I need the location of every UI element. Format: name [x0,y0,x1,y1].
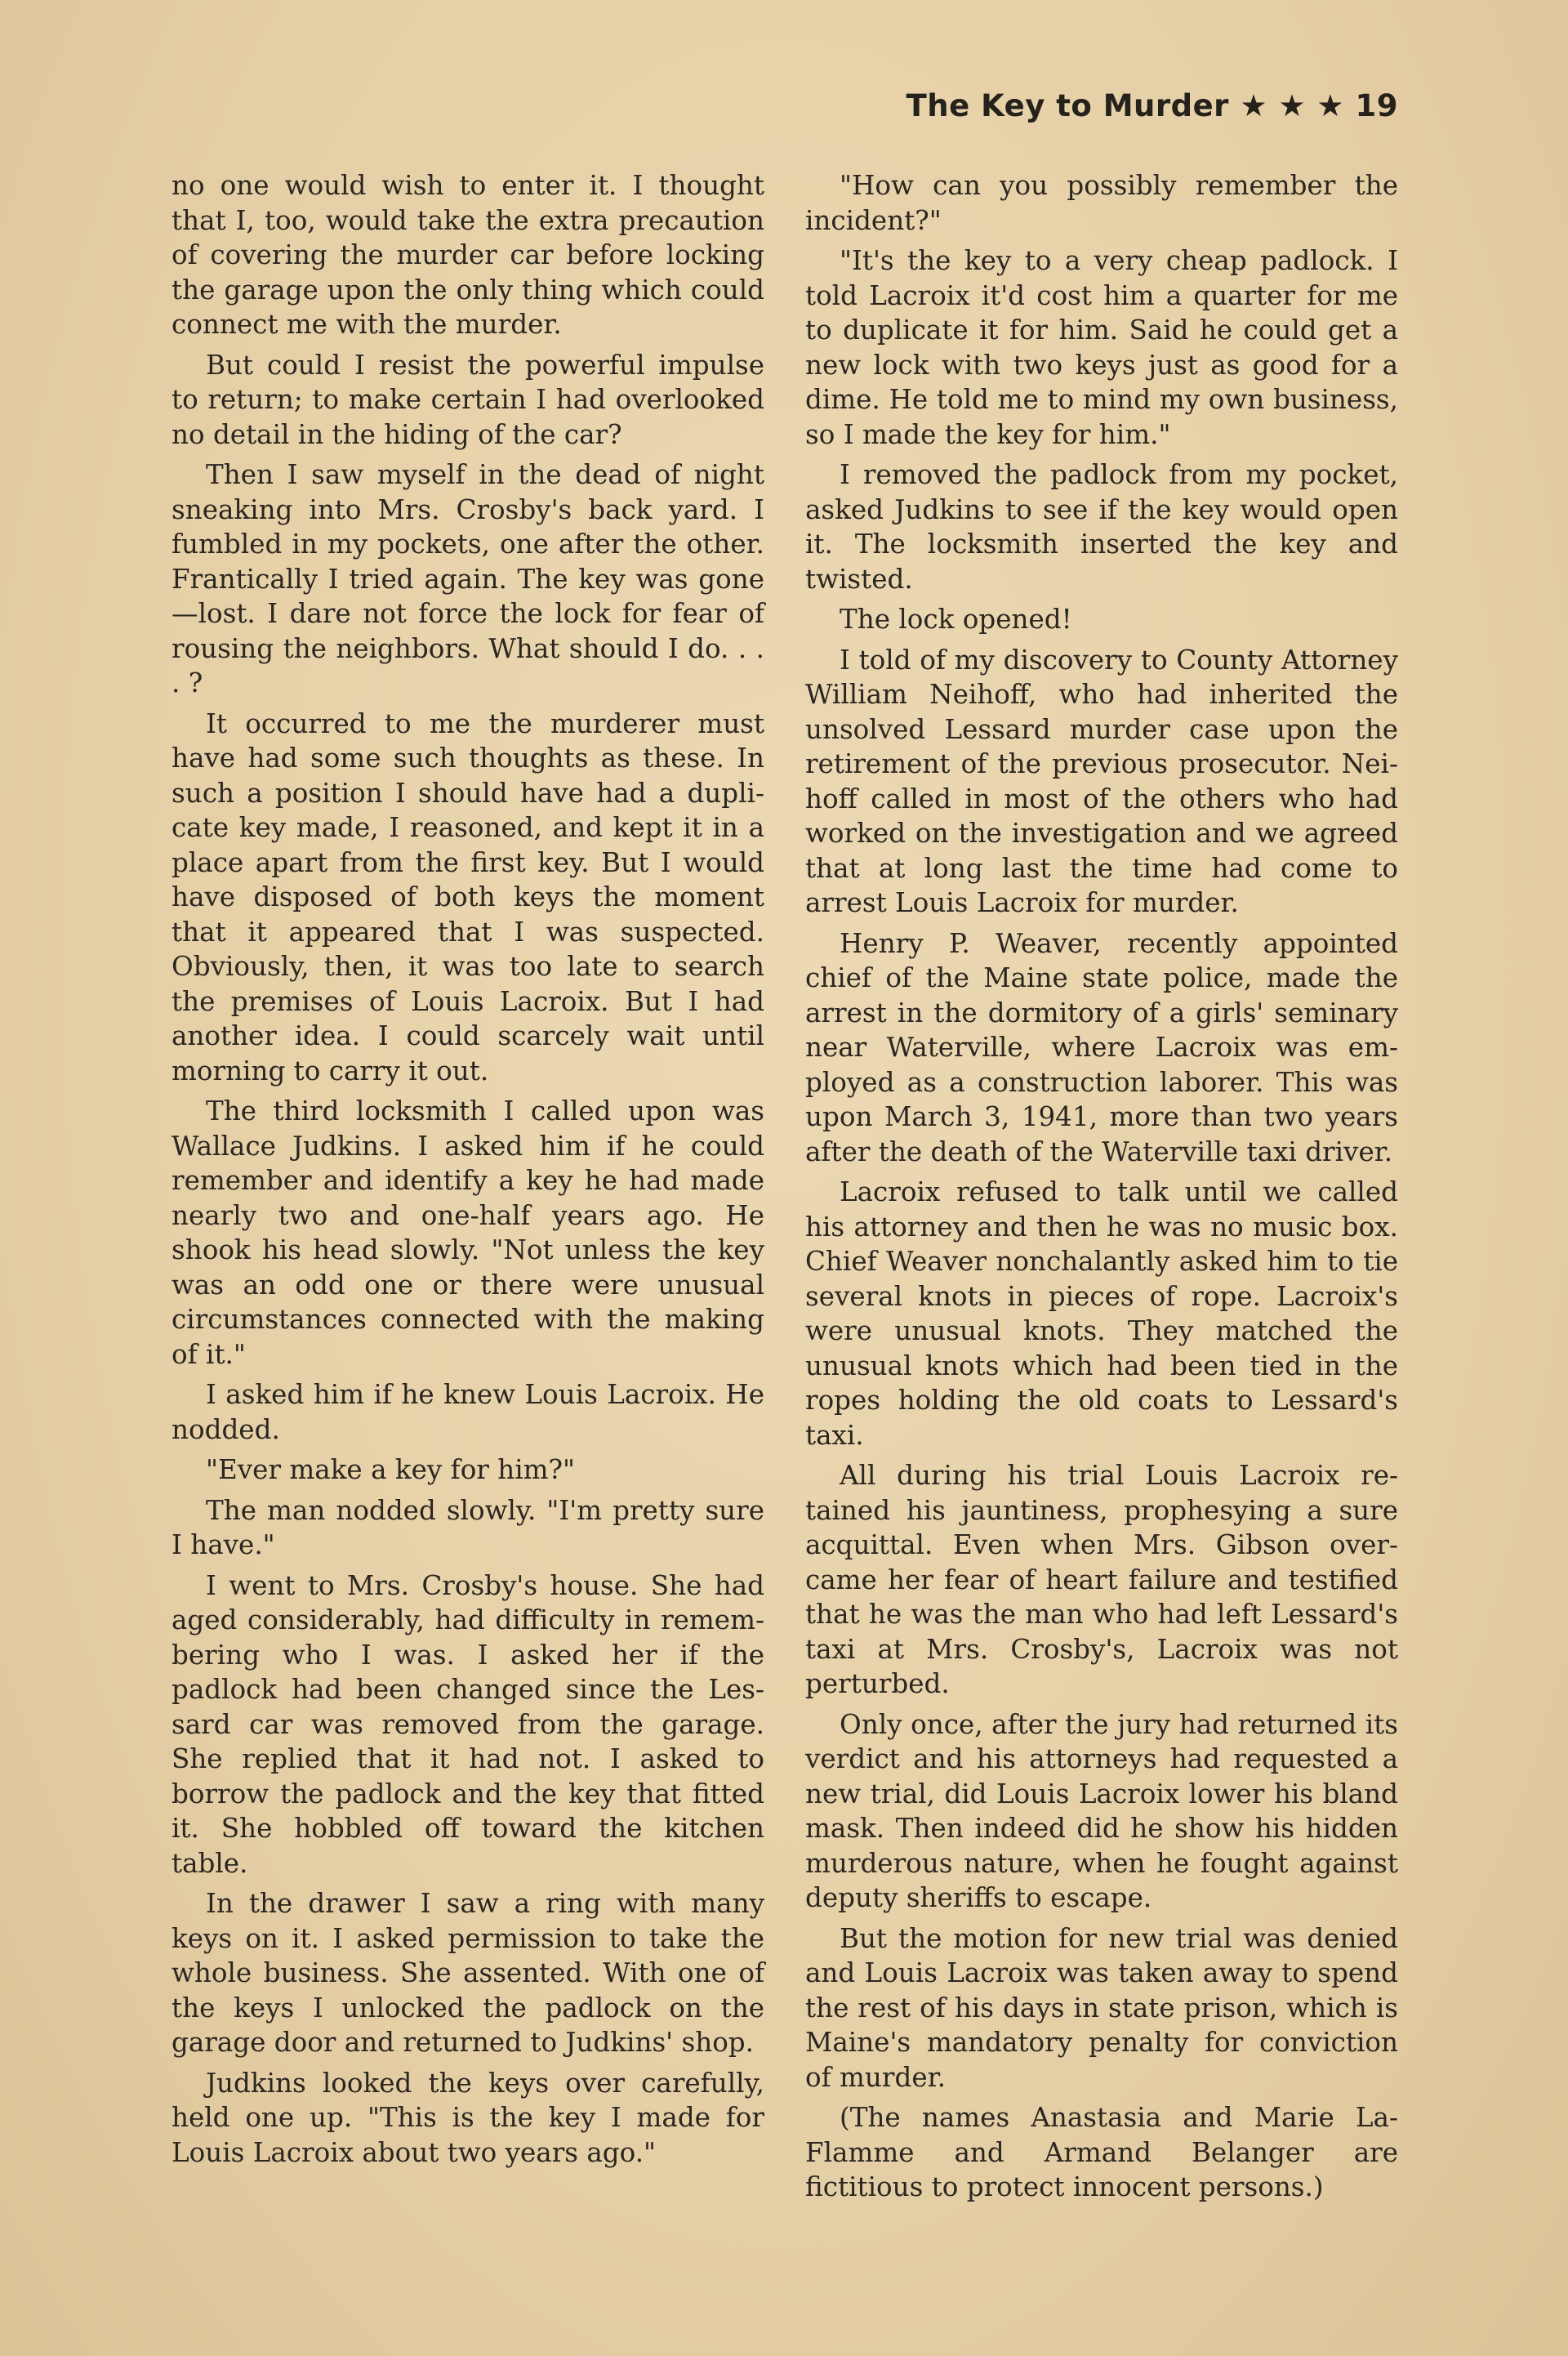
paragraph: (The names Anastasia and Marie LaFlamme and Armand Belanger are fictitious to protect innocent persons.) [805,2102,1398,2202]
paragraph: Henry P. Weaver, recently appointed chief of the Maine state police, made the arrest in the dormitory of a girls' seminary near Waterville, where Lacroix was employed as a construction laborer. This was upon March 3, 1941, more than two years after the death of the Waterville taxi driver. [805,927,1398,1167]
paragraph: Lacroix refused to talk until we called his attorney and then he was no music box. Chief Weaver nonchalantly asked him to tie several knots in pieces of rope. Lacroix's were unusual knots. They matched the unusual knots which had been tied in the ropes holding the old coats to Lessard's taxi. [805,1176,1398,1451]
paragraph: "How can you possibly remember the incident?" [805,170,1398,236]
paragraph: In the drawer I saw a ring with many keys on it. I asked permission to take the whole business. She assented. With one of the keys I unlocked the padlock on the garage door and returned to Judkins' shop. [172,1888,764,2058]
paragraph: "Ever make a key for him?" [206,1454,575,1485]
paragraph: I asked him if he knew Louis Lacroix. He nodded. [172,1379,764,1445]
running-header [906,88,1398,123]
right-column [805,168,1398,2205]
paragraph: But the motion for new trial was denied and Louis Lacroix was taken away to spend the rest of his days in state prison, which is Maine's mandatory penalty for conviction of murder. [805,1922,1398,2093]
header-title: The Key to Murder [906,88,1229,123]
paragraph: All during his trial Louis Lacroix retained his jauntiness, prophesying a sure acquittal. Even when Mrs. Gibson overcame her fear of heart failure and testified that he was the man who had left Lessard's taxi at Mrs. Crosby's, Lacroix was not perturbed. [805,1460,1398,1699]
paragraph: I went to Mrs. Crosby's house. She had aged considerably, had difficulty in remembering who I was. I asked her if the padlock had been changed since the Lessard car was removed from the garage. She replied that it had not. I asked to borrow the padlock and the key that fitted it. She hobbled off toward the kitchen table. [172,1569,764,1879]
paragraph: Judkins looked the keys over carefully, held one up. "This is the key I made for Louis Lacroix about two years ago." [172,2067,764,2168]
header-stars: ★ ★ ★ [1240,88,1345,123]
paragraph: no one would wish to enter it. I thought that I, too, would take the extra precaution of covering the murder car before locking the garage upon the only thing which could connect me with the murder. [172,170,764,340]
paragraph: It occurred to me the murderer must have had some such thoughts as these. In such a position I should have had a duplicate key made, I reasoned, and kept it in a place apart from the first key. But I would have disposed of both keys the moment that it appeared that I was suspected. Obviously, then, it was too late to search the premises of Louis Lacroix. But I had another idea. I could scarcely wait until morning to carry it out. [172,707,764,1087]
paragraph: I told of my discovery to County Attorney William Neihoff, who had inherited the unsolved Lessard murder case upon the retirement of the previous prosecutor. Neihoff called in most of the others who had worked on the investigation and we agreed that at long last the time had come to arrest Louis Lacroix for murder. [805,644,1398,918]
left-column [172,168,764,2170]
paragraph: The lock opened! [840,604,1072,635]
paragraph: I removed the padlock from my pocket, asked Judkins to see if the key would open it. The locksmith inserted the key and twisted. [805,459,1398,595]
paragraph: The man nodded slowly. "I'm pretty sure I have." [172,1494,764,1560]
page-number: 19 [1355,88,1398,123]
paragraph: Only once, after the jury had returned its verdict and his attorneys had requested a new trial, did Louis Lacroix lower his bland mask. Then indeed did he show his hidden murderous nature, when he fought against deputy sheriffs to escape. [805,1708,1398,1913]
paragraph: The third locksmith I called upon was Wallace Judkins. I asked him if he could remember and identify a key he had made nearly two and one-half years ago. He shook his head slowly. "Not unless the key was an odd one or there were unusual circumstances connected with the making of it." [172,1095,764,1370]
paragraph: Then I saw myself in the dead of night sneaking into Mrs. Crosby's back yard. I fumbled in my pockets, one after the other. Frantically I tried again. The key was gone—lost. I dare not force the lock for fear of rousing the neighbors. What should I do. . . . ? [172,459,764,698]
paragraph: "It's the key to a very cheap padlock. I told Lacroix it'd cost him a quarter for me to duplicate it for him. Said he could get a new lock with two keys just as good for a dime. He told me to mind my own business, so I made the key for him." [805,245,1398,450]
paragraph: But could I resist the powerful impulse to return; to make certain I had overlooked no detail in the hiding of the car? [172,349,764,450]
